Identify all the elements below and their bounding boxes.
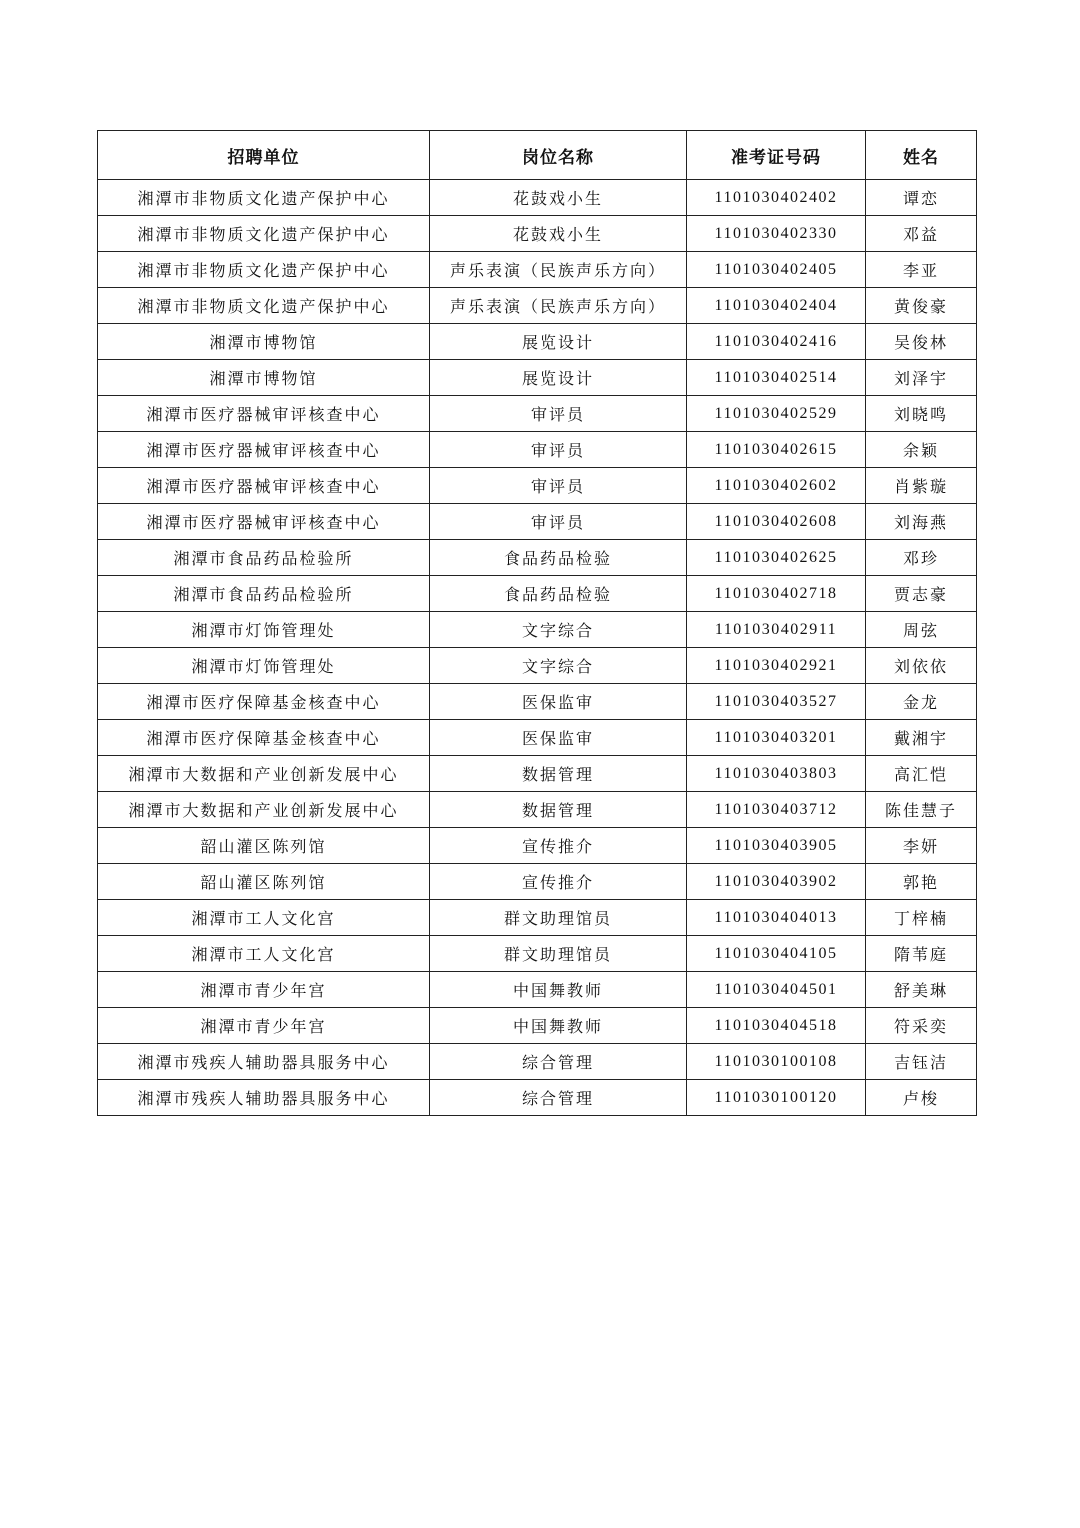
table-row [98, 792, 977, 828]
table-row [98, 684, 977, 720]
cell-unit: 湘潭市工人文化宫 [98, 900, 430, 936]
cell-name: 舒美琳 [866, 972, 977, 1008]
header-row [98, 131, 977, 180]
cell-name: 隋苇庭 [866, 936, 977, 972]
cell-ticket-number: 1101030403527 [687, 684, 866, 720]
table-row [98, 864, 977, 900]
cell-ticket-number: 1101030403905 [687, 828, 866, 864]
cell-unit: 湘潭市非物质文化遗产保护中心 [98, 288, 430, 324]
cell-post: 群文助理馆员 [430, 900, 687, 936]
cell-ticket-number: 1101030404013 [687, 900, 866, 936]
cell-name: 符采奕 [866, 1008, 977, 1044]
cell-name: 周弦 [866, 612, 977, 648]
cell-unit: 湘潭市非物质文化遗产保护中心 [98, 216, 430, 252]
cell-post: 文字综合 [430, 648, 687, 684]
cell-post: 审评员 [430, 432, 687, 468]
cell-ticket-number: 1101030404518 [687, 1008, 866, 1044]
cell-name: 郭艳 [866, 864, 977, 900]
cell-unit: 湘潭市非物质文化遗产保护中心 [98, 180, 430, 216]
cell-ticket-number: 1101030402602 [687, 468, 866, 504]
header-post: 岗位名称 [430, 131, 687, 180]
table-row [98, 1044, 977, 1080]
cell-unit: 湘潭市残疾人辅助器具服务中心 [98, 1044, 430, 1080]
cell-unit: 湘潭市博物馆 [98, 360, 430, 396]
table-row [98, 216, 977, 252]
cell-name: 金龙 [866, 684, 977, 720]
cell-name: 高汇恺 [866, 756, 977, 792]
cell-unit: 湘潭市医疗器械审评核查中心 [98, 468, 430, 504]
cell-post: 审评员 [430, 504, 687, 540]
cell-post: 声乐表演（民族声乐方向） [430, 288, 687, 324]
cell-ticket-number: 1101030402402 [687, 180, 866, 216]
cell-post: 花鼓戏小生 [430, 180, 687, 216]
table-row [98, 1008, 977, 1044]
cell-post: 群文助理馆员 [430, 936, 687, 972]
cell-name: 邓益 [866, 216, 977, 252]
table-row [98, 432, 977, 468]
cell-post: 声乐表演（民族声乐方向） [430, 252, 687, 288]
cell-post: 宣传推介 [430, 828, 687, 864]
table-row [98, 1080, 977, 1116]
cell-post: 综合管理 [430, 1044, 687, 1080]
cell-ticket-number: 1101030100120 [687, 1080, 866, 1116]
cell-ticket-number: 1101030403803 [687, 756, 866, 792]
table-row [98, 324, 977, 360]
table-row [98, 612, 977, 648]
cell-ticket-number: 1101030402921 [687, 648, 866, 684]
cell-ticket-number: 1101030402718 [687, 576, 866, 612]
table-row [98, 828, 977, 864]
cell-ticket-number: 1101030403712 [687, 792, 866, 828]
cell-ticket-number: 1101030402911 [687, 612, 866, 648]
cell-unit: 湘潭市医疗器械审评核查中心 [98, 432, 430, 468]
cell-name: 贾志豪 [866, 576, 977, 612]
cell-name: 李妍 [866, 828, 977, 864]
table-row [98, 288, 977, 324]
cell-ticket-number: 1101030402404 [687, 288, 866, 324]
cell-name: 吴俊林 [866, 324, 977, 360]
cell-ticket-number: 1101030402330 [687, 216, 866, 252]
cell-unit: 湘潭市食品药品检验所 [98, 540, 430, 576]
cell-ticket-number: 1101030404501 [687, 972, 866, 1008]
cell-name: 邓珍 [866, 540, 977, 576]
table-row [98, 576, 977, 612]
cell-name: 谭恋 [866, 180, 977, 216]
table-row [98, 504, 977, 540]
cell-post: 综合管理 [430, 1080, 687, 1116]
cell-ticket-number: 1101030402625 [687, 540, 866, 576]
cell-unit: 韶山灌区陈列馆 [98, 864, 430, 900]
table-row [98, 540, 977, 576]
cell-unit: 湘潭市工人文化宫 [98, 936, 430, 972]
cell-name: 刘海燕 [866, 504, 977, 540]
cell-post: 展览设计 [430, 360, 687, 396]
cell-unit: 湘潭市大数据和产业创新发展中心 [98, 792, 430, 828]
cell-post: 审评员 [430, 468, 687, 504]
cell-post: 宣传推介 [430, 864, 687, 900]
table-row [98, 360, 977, 396]
cell-ticket-number: 1101030402529 [687, 396, 866, 432]
cell-ticket-number: 1101030100108 [687, 1044, 866, 1080]
table-row [98, 972, 977, 1008]
cell-name: 刘依依 [866, 648, 977, 684]
cell-unit: 湘潭市医疗保障基金核查中心 [98, 720, 430, 756]
cell-name: 刘泽宇 [866, 360, 977, 396]
table-row [98, 648, 977, 684]
cell-post: 审评员 [430, 396, 687, 432]
table-row [98, 468, 977, 504]
table-header [98, 131, 977, 180]
cell-unit: 湘潭市灯饰管理处 [98, 612, 430, 648]
cell-name: 刘晓鸣 [866, 396, 977, 432]
cell-unit: 湘潭市青少年宫 [98, 1008, 430, 1044]
cell-post: 医保监审 [430, 720, 687, 756]
cell-ticket-number: 1101030402405 [687, 252, 866, 288]
cell-name: 李亚 [866, 252, 977, 288]
table-row [98, 720, 977, 756]
cell-name: 余颖 [866, 432, 977, 468]
cell-name: 吉钰洁 [866, 1044, 977, 1080]
cell-ticket-number: 1101030403201 [687, 720, 866, 756]
cell-unit: 湘潭市非物质文化遗产保护中心 [98, 252, 430, 288]
cell-unit: 湘潭市残疾人辅助器具服务中心 [98, 1080, 430, 1116]
cell-post: 文字综合 [430, 612, 687, 648]
cell-post: 中国舞教师 [430, 1008, 687, 1044]
table-row [98, 396, 977, 432]
cell-post: 中国舞教师 [430, 972, 687, 1008]
table-row [98, 900, 977, 936]
table-body [98, 180, 977, 1116]
cell-post: 食品药品检验 [430, 540, 687, 576]
cell-post: 医保监审 [430, 684, 687, 720]
cell-ticket-number: 1101030403902 [687, 864, 866, 900]
cell-unit: 湘潭市食品药品检验所 [98, 576, 430, 612]
cell-post: 数据管理 [430, 756, 687, 792]
cell-post: 食品药品检验 [430, 576, 687, 612]
results-table [97, 130, 977, 1116]
cell-name: 戴湘宇 [866, 720, 977, 756]
cell-ticket-number: 1101030402608 [687, 504, 866, 540]
cell-post: 数据管理 [430, 792, 687, 828]
header-ticket-number: 准考证号码 [687, 131, 866, 180]
cell-post: 花鼓戏小生 [430, 216, 687, 252]
header-name: 姓名 [866, 131, 977, 180]
cell-ticket-number: 1101030402416 [687, 324, 866, 360]
cell-ticket-number: 1101030404105 [687, 936, 866, 972]
cell-post: 展览设计 [430, 324, 687, 360]
cell-ticket-number: 1101030402615 [687, 432, 866, 468]
cell-ticket-number: 1101030402514 [687, 360, 866, 396]
cell-name: 肖紫璇 [866, 468, 977, 504]
table-row [98, 936, 977, 972]
cell-unit: 韶山灌区陈列馆 [98, 828, 430, 864]
cell-unit: 湘潭市医疗器械审评核查中心 [98, 504, 430, 540]
table-row [98, 180, 977, 216]
cell-unit: 湘潭市大数据和产业创新发展中心 [98, 756, 430, 792]
cell-name: 陈佳慧子 [866, 792, 977, 828]
table-row [98, 252, 977, 288]
header-unit: 招聘单位 [98, 131, 430, 180]
table-row [98, 756, 977, 792]
cell-unit: 湘潭市灯饰管理处 [98, 648, 430, 684]
cell-unit: 湘潭市青少年宫 [98, 972, 430, 1008]
cell-unit: 湘潭市博物馆 [98, 324, 430, 360]
cell-name: 丁梓楠 [866, 900, 977, 936]
cell-name: 卢梭 [866, 1080, 977, 1116]
cell-unit: 湘潭市医疗保障基金核查中心 [98, 684, 430, 720]
cell-name: 黄俊豪 [866, 288, 977, 324]
cell-unit: 湘潭市医疗器械审评核查中心 [98, 396, 430, 432]
